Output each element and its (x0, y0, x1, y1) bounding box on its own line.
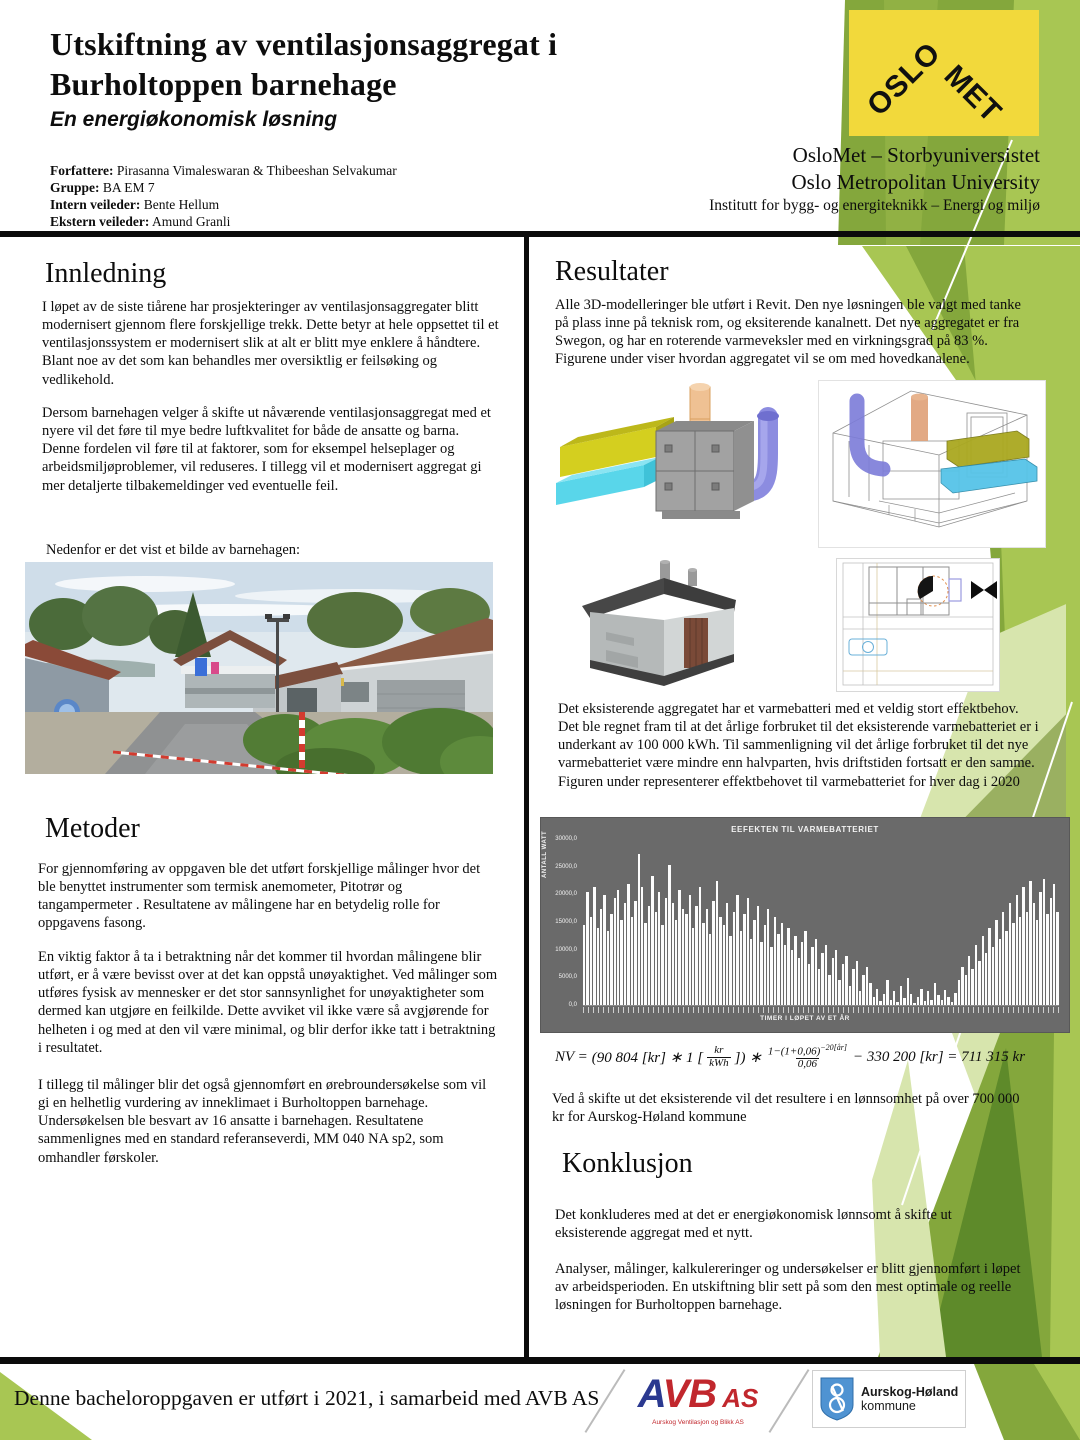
author-value: Pirasanna Vimaleswaran & Thibeeshan Selvakumar (113, 163, 397, 178)
author-value: Bente Hellum (140, 197, 220, 212)
avb-letter-a: A (637, 1372, 663, 1416)
formula-annuity-denominator: 0,06 (797, 1058, 818, 1071)
photo-caption: Nedenfor er det vist et bilde av barnehagen: (46, 542, 301, 558)
resultater-paragraph-1: Alle 3D-modelleringer ble utført i Revit. Den nye løsningen ble valgt med tanke på plass inne på teknisk rom, og eksiterende kanalnett. Det nye aggregatet er fra Swegon, og har en roterende varmeveksler med en virkningsgrad på 83 %. Figurene under viser hvordan aggregatet vil se om med hovedkanalene. (555, 297, 1021, 368)
konklusjon-paragraph-1: Det konkluderes med at det er energiøkonomisk lønnsomt å skifte ut eksisterende aggregat med et nytt. (555, 1207, 952, 1242)
formula-annuity-base: 1−(1+0,06) (767, 1045, 821, 1058)
oslomet-logo-word-oslo: OSLO (860, 36, 948, 123)
formula-unit-fraction (707, 1045, 731, 1069)
author-value: Amund Granli (149, 214, 231, 229)
section-heading-innledning: Innledning (45, 258, 167, 289)
formula-open: (90 804 [kr] ∗ 1 [ (591, 1049, 704, 1066)
metoder-paragraph-3: I tillegg til målinger blir det også gjennomført en ørebroundersøkelse som vil gi en helhetlig vurdering av inneklimaet i Burholtoppen barnehage. Undersøkelsen ble besvart av 16 ansatte i barnehagen. Resultatene sammenlignes med en standard referanseverdi, MM 040 NA sp2, som omhandler førskoler. (38, 1077, 487, 1166)
formula-lead: NV = (555, 1048, 588, 1065)
kindergarten-photo (25, 562, 493, 774)
poster-subtitle: En energiøkonomisk løsning (50, 108, 338, 131)
kommune-logo-text (861, 1385, 958, 1413)
avb-logo-wordmark (628, 1372, 768, 1417)
revit-wireframe-technical-room (818, 380, 1046, 548)
chart-y-axis-label: ANTALL WATT (542, 830, 548, 878)
footer-text: Denne bacheloroppgaven er utført i 2021, i samarbeid med AVB AS (14, 1386, 600, 1410)
revit-floor-plan (836, 558, 1000, 692)
avb-logo (628, 1368, 768, 1434)
kommune-logo (812, 1370, 966, 1428)
innledning-paragraph-2: Dersom barnehagen velger å skifte ut nåværende ventilasjonsaggregat med et nyere vil det føre til mye bedre luftkvalitet for både de ansatte og barna. Denne fordelen vil føre til at faktorer, som for eksempel helseplager og arbeidsmiljøproblemer, vil reduseres. I tillegg vil et modernisert aggregat gi mer detaljerte tilbakemeldinger ved eventuelle feil. (42, 405, 491, 494)
formula-unit-numerator: kr (714, 1044, 724, 1057)
metoder-paragraph-2: En viktig faktor å ta i betraktning når det kommer til hvordan målingene blir utført, er å være bevisst over at det kan oppstå unøyaktighet. Ved målinger som utføres fysisk av mennesker er det stor sannsynlighet for unøyaktigheter som dermed kan utgjøre en feilkilde. Dette avviket vil ikke være så avgjørende for helheten i og med at den vil være minimal, og blir derfor ikke tatt i betraktning i resultatet. (38, 949, 498, 1056)
revit-model-new-aggregate (552, 383, 808, 545)
resultater-paragraph-2: Det eksisterende aggregatet har et varmebatteri med et veldig stort effektbehov. Det ble regnet fram til at det årlige forbruket til det eksisterende varmebatteriet er i underkant av 100 000 kWh. Til sammenligning vil det årlige forbruket til det nye varmebatteriet være mindre enn halvparten, hvis driftstiden fortsatt er den samme. Figuren under representerer effektbehovet til varmebatteriet for hver dag i 2020 (558, 701, 1039, 790)
power-demand-chart (540, 817, 1070, 1033)
innledning-paragraph-1: I løpet av de siste tiårene har prosjekteringer av ventilasjonsaggregater blitt modernisert gjennom flere forskjellige trekk. Dette betyr at hele oppsettet til et ventilasjonssystem er modernisert slik at alt er blitt mye enklere å håndtere. Blant noe av det som kan behandles mer oversiktlig er feilsøking og vedlikehold. (42, 299, 499, 388)
author-label: Forfattere: (50, 163, 114, 178)
metoder-paragraph-1: For gjennomføring av oppgaven ble det utført forskjellige målinger hvor det ble benyttet instrumenter som termisk anemometer, Pitotrør og tangampermeter . Resultatene av målingene har en betydelig rolle for oppgavens fasong. (38, 861, 481, 932)
section-heading-metoder: Metoder (45, 813, 140, 844)
kommune-shield-icon (820, 1377, 854, 1421)
chart-x-axis-label: TIMER I LØPET AV ET ÅR (760, 1015, 850, 1022)
institute-name: Institutt for bygg- og energiteknikk – Energi og miljø (709, 197, 1040, 214)
avb-letters-as: AS (722, 1383, 759, 1413)
formula-unit-denominator: kWh (709, 1056, 729, 1069)
author-row (50, 213, 397, 230)
formula-tail: − 330 200 [kr] = 711 315 kr (852, 1048, 1026, 1065)
chart-title: EEFEKTEN TIL VARMEBATTERIET (731, 825, 879, 834)
author-label: Ekstern veileder: (50, 214, 150, 229)
avb-letters-vb: VB (662, 1372, 717, 1416)
author-label: Gruppe: (50, 180, 100, 195)
formula-close: ]) ∗ (734, 1049, 762, 1066)
poster-title-line1: Utskiftning av ventilasjonsaggregat i (50, 26, 558, 62)
author-row (50, 196, 397, 213)
column-divider-line (524, 237, 529, 1357)
university-name-english: Oslo Metropolitan University (791, 169, 1040, 194)
oslomet-logo (849, 10, 1039, 136)
profitability-text: Ved å skifte ut det eksisterende vil det resultere i en lønnsomhet på over 700 000 kr for Aurskog-Høland kommune (552, 1091, 1020, 1126)
chart-x-ticks (583, 1007, 1059, 1013)
author-row (50, 162, 397, 179)
revit-model-technical-building (578, 548, 738, 692)
kommune-name: Aurskog-Høland (861, 1385, 959, 1399)
oslomet-logo-word-met: MET (937, 58, 1008, 130)
poster-title (50, 24, 557, 104)
author-value: BA EM 7 (99, 180, 155, 195)
section-heading-resultater: Resultater (555, 256, 669, 287)
chart-bars (583, 840, 1059, 1006)
header-divider-line (0, 231, 1080, 237)
formula-annuity-numerator (766, 1044, 849, 1058)
npv-formula (555, 1044, 1055, 1071)
university-name-norwegian: OsloMet – Storbyuniversistet (792, 143, 1040, 167)
author-row (50, 179, 397, 196)
authors-block (50, 162, 397, 230)
formula-annuity-fraction (766, 1044, 849, 1071)
avb-tagline: Aurskog Ventilasjon og Blikk AS (652, 1419, 744, 1426)
university-block (610, 142, 1040, 216)
formula-annuity-exponent: −20[år] (820, 1043, 847, 1052)
footer-divider-line (0, 1357, 1080, 1364)
konklusjon-paragraph-2: Analyser, målinger, kalkulereringer og undersøkelser er blitt gjennomført i løpet av arbeidsperioden. En utskiftning blir sett på som den mest optimale og reelle løsningen for Burholtoppen barnehage. (555, 1261, 1021, 1314)
poster-title-line2: Burholtoppen barnehage (50, 66, 397, 102)
section-heading-konklusjon: Konklusjon (562, 1148, 693, 1179)
chart-y-ticks: 30000,0 25000,0 20000,0 15000,0 10000,0 5000,0 0,0 (555, 836, 577, 1008)
kommune-word: kommune (861, 1399, 916, 1413)
author-label: Intern veileder: (50, 197, 141, 212)
